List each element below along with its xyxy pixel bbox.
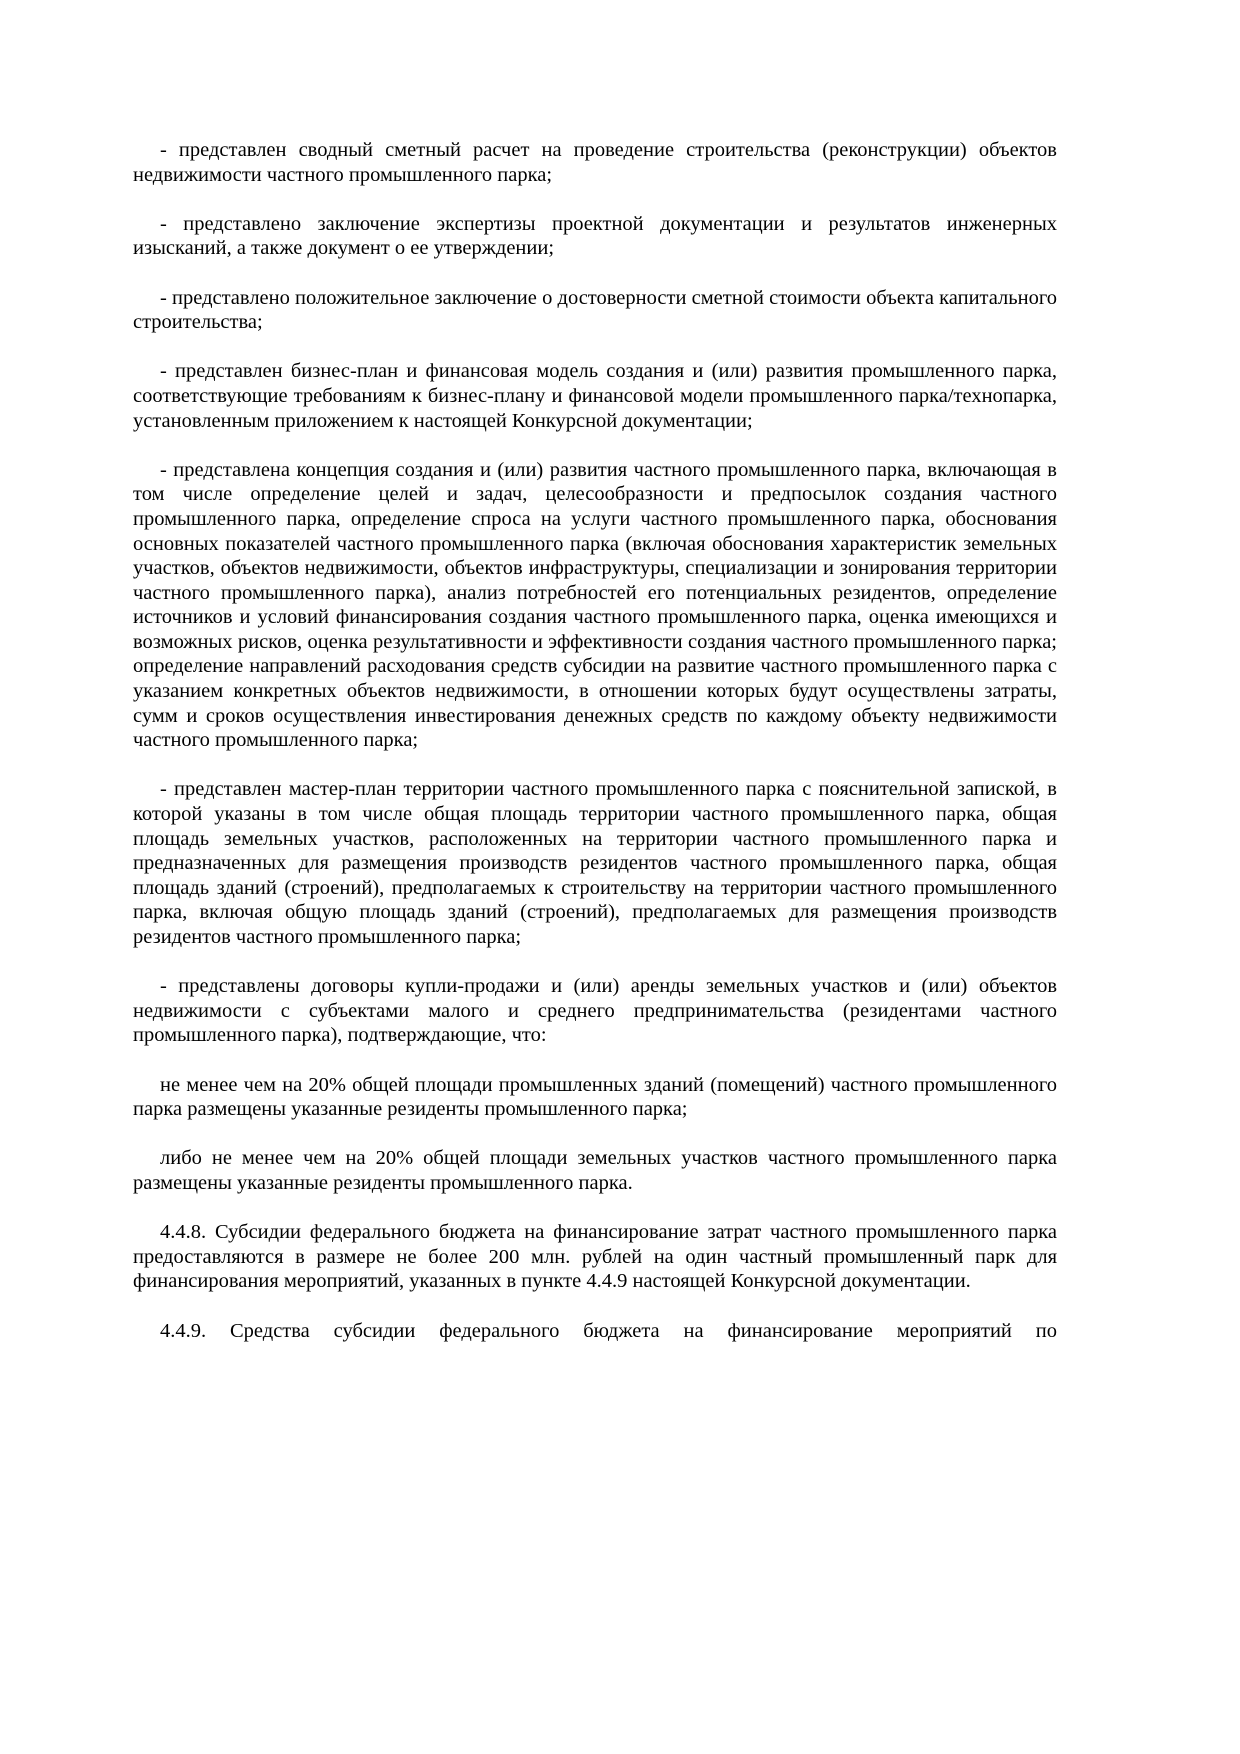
document-page bbox=[133, 138, 1057, 1368]
paragraph-cost-estimate: - представлен сводный сметный расчет на проведение строительства (реконструкции) объектов недвижимости частного промышленного парка; bbox=[133, 139, 1057, 186]
paragraph-buildings-20: не менее чем на 20% общей площади промышленных зданий (помещений) частного промышленного парка размещены указанные резиденты промышленного парка; bbox=[133, 1073, 1057, 1121]
paragraph-contracts: - представлены договоры купли-продажи и (или) аренды земельных участков и (или) объектов недвижимости с субъектами малого и среднего предпринимательства (резидентами частного промышленного парка), подтверждающие, что: bbox=[133, 975, 1057, 1047]
paragraph-4-4-9: 4.4.9. Средства субсидии федерального бюджета на финансирование мероприятий по bbox=[160, 1319, 1057, 1342]
paragraph-land-20: либо не менее чем на 20% общей площади земельных участков частного промышленного парка размещены указанные резиденты промышленного парка. bbox=[133, 1147, 1057, 1194]
paragraph-cost-reliability: - представлено положительное заключение о достоверности сметной стоимости объекта капитального строительства; bbox=[133, 286, 1057, 334]
paragraph-concept: - представлена концепция создания и (или) развития частного промышленного парка, включающая в том числе определение целей и задач, целесообразности и предпосылок создания частного промышленного парка, определение спроса на услуги частного промышленного парка, обоснования основных показателей частного промышленного парка (включая обоснования характеристик земельных участков, объектов недвижимости, объектов инфраструктуры, специализации и зонирования территории частного промышленного парка), анализ потребностей его потенциальных резидентов, определение источников и условий финансирования создания частного промышленного парка, оценка имеющихся и возможных рисков, оценка результативности и эффективности создания частного промышленного парка; определение направлений расходования средств субсидии на развитие частного промышленного парка с указанием конкретных объектов недвижимости, в отношении которых будут осуществлены затраты, сумм и сроков осуществления инвестирования денежных средств по каждому объекту недвижимости частного промышленного парка; bbox=[133, 458, 1057, 752]
paragraph-4-4-8: 4.4.8. Субсидии федерального бюджета на финансирование затрат частного промышленного парка предоставляются в размере не более 200 млн. рублей на один частный промышленный парк для финансирования мероприятий, указанных в пункте 4.4.9 настоящей Конкурсной документации. bbox=[133, 1221, 1057, 1293]
paragraph-master-plan: - представлен мастер-план территории частного промышленного парка с пояснительной запиской, в которой указаны в том числе общая площадь территории частного промышленного парка, общая площадь земельных участков, расположенных на территории частного промышленного парка и предназначенных для размещения производств резидентов частного промышленного парка, общая площадь зданий (строений), предполагаемых к строительству на территории частного промышленного парка, включая общую площадь зданий (строений), предполагаемых для размещения производств резидентов частного промышленного парка; bbox=[133, 778, 1057, 948]
paragraph-expertise: - представлено заключение экспертизы проектной документации и результатов инженерных изысканий, а также документ о ее утверждении; bbox=[133, 212, 1057, 260]
paragraph-business-plan: - представлен бизнес-план и финансовая модель создания и (или) развития промышленного парка, соответствующие требованиям к бизнес-плану и финансовой модели промышленного парка/технопарка, установленным приложением к настоящей Конкурсной документации; bbox=[133, 360, 1057, 432]
